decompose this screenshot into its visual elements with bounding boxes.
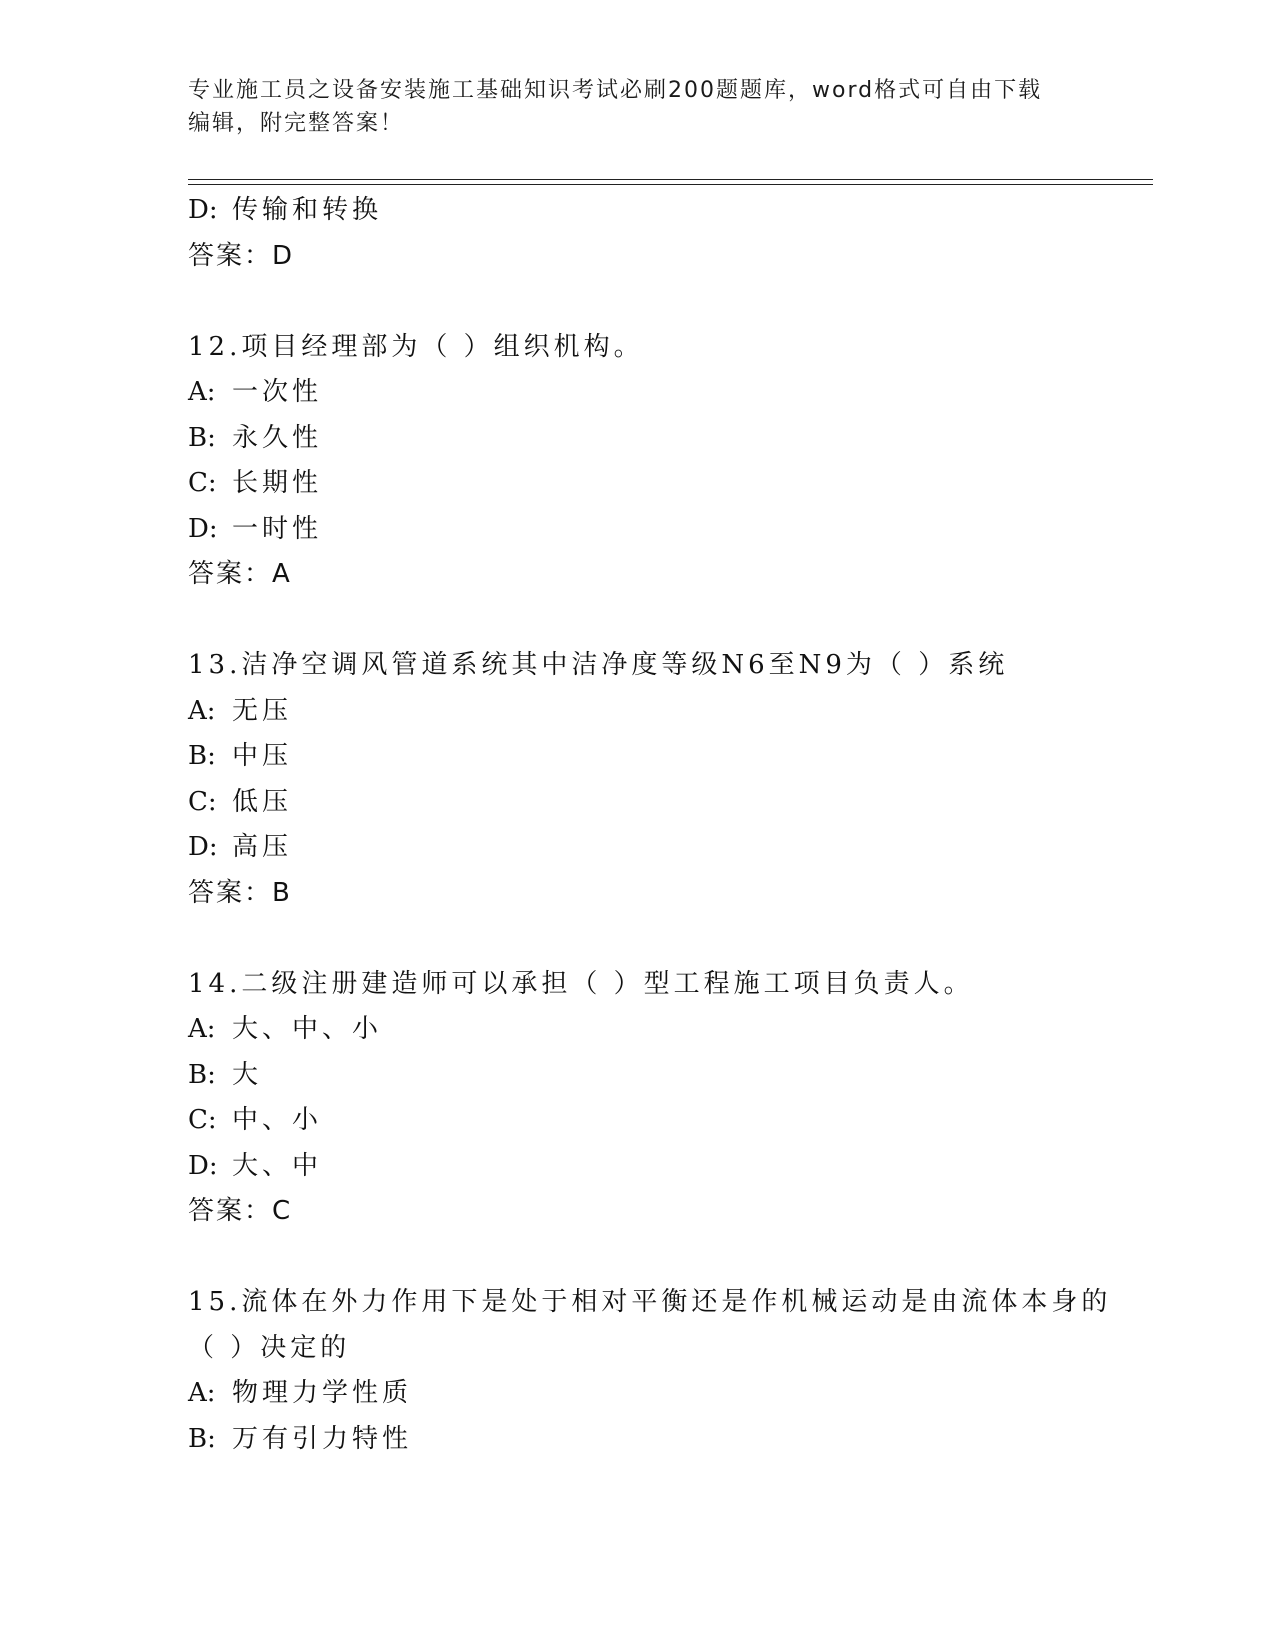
spacer: [188, 279, 1153, 325]
option-text: 大、中、小: [232, 1014, 383, 1044]
option-line: [188, 416, 1153, 462]
option-line: [188, 188, 1153, 234]
answer-line: 答案：B: [188, 877, 292, 908]
option-text: 高压: [232, 832, 293, 862]
option-label: C:: [188, 786, 217, 817]
option-line: [188, 1053, 1153, 1099]
header-divider-top: [188, 179, 1153, 180]
option-text: 一时性: [232, 513, 323, 544]
header-line-2: 编辑，附完整答案！: [188, 111, 405, 136]
option-text: 中、小: [232, 1105, 323, 1135]
option-line: [188, 1371, 1153, 1417]
option-line: [188, 780, 1153, 826]
option-line: [188, 507, 1153, 553]
option-label: B:: [188, 422, 216, 453]
question-stem: 13.洁净空调风管道系统其中洁净度等级N6至N9为（ ）系统: [188, 650, 1009, 680]
option-label: A:: [188, 1378, 216, 1408]
header-line-1: 专业施工员之设备安装施工基础知识考试必刷200题题库，word格式可自由下载: [188, 78, 1043, 103]
option-line: [188, 1144, 1153, 1190]
option-label: C:: [188, 468, 217, 498]
option-line: [188, 825, 1153, 871]
option-line: [188, 1417, 1153, 1463]
answer-line: 答案：A: [188, 559, 292, 589]
option-label: C:: [188, 1105, 217, 1135]
option-text: 大、中: [232, 1150, 323, 1181]
document-header: [188, 74, 1088, 140]
spacer: [188, 916, 1153, 962]
answer-line: 答案：C: [188, 1196, 293, 1226]
option-line: [188, 1007, 1153, 1053]
option-text: 物理力学性质: [232, 1378, 413, 1408]
option-label: B:: [188, 1059, 216, 1090]
option-label: A:: [188, 695, 216, 726]
option-line: [188, 1098, 1153, 1144]
question-stem-continued: （ ）决定的: [188, 1332, 351, 1363]
option-line: [188, 370, 1153, 416]
question-stem: 15.流体在外力作用下是处于相对平衡还是作机械运动是由流体本身的: [188, 1287, 1112, 1317]
option-label: D:: [188, 832, 218, 862]
option-label: B:: [188, 1423, 216, 1454]
option-label: D:: [188, 195, 218, 225]
answer-line: 答案：D: [188, 240, 295, 271]
spacer: [188, 1235, 1153, 1281]
header-divider-bottom: [188, 184, 1153, 185]
option-text: 传输和转换: [232, 195, 383, 225]
option-label: A:: [188, 377, 216, 407]
option-line: [188, 734, 1153, 780]
question-list: [188, 188, 1153, 1462]
option-label: A:: [188, 1014, 216, 1044]
option-label: D:: [188, 513, 218, 544]
option-label: D:: [188, 1150, 218, 1181]
option-line: [188, 689, 1153, 735]
question-stem: 14.二级注册建造师可以承担（ ）型工程施工项目负责人。: [188, 968, 974, 999]
option-text: 中压: [232, 741, 293, 771]
option-text: 低压: [232, 786, 293, 817]
spacer: [188, 598, 1153, 644]
question-stem: 12.项目经理部为（ ）组织机构。: [188, 331, 644, 362]
option-text: 无压: [232, 695, 293, 726]
option-text: 万有引力特性: [232, 1423, 413, 1454]
option-text: 一次性: [232, 377, 323, 407]
option-text: 大: [232, 1059, 263, 1090]
option-label: B:: [188, 741, 216, 771]
option-text: 永久性: [232, 422, 323, 453]
option-line: [188, 461, 1153, 507]
option-text: 长期性: [232, 468, 323, 498]
